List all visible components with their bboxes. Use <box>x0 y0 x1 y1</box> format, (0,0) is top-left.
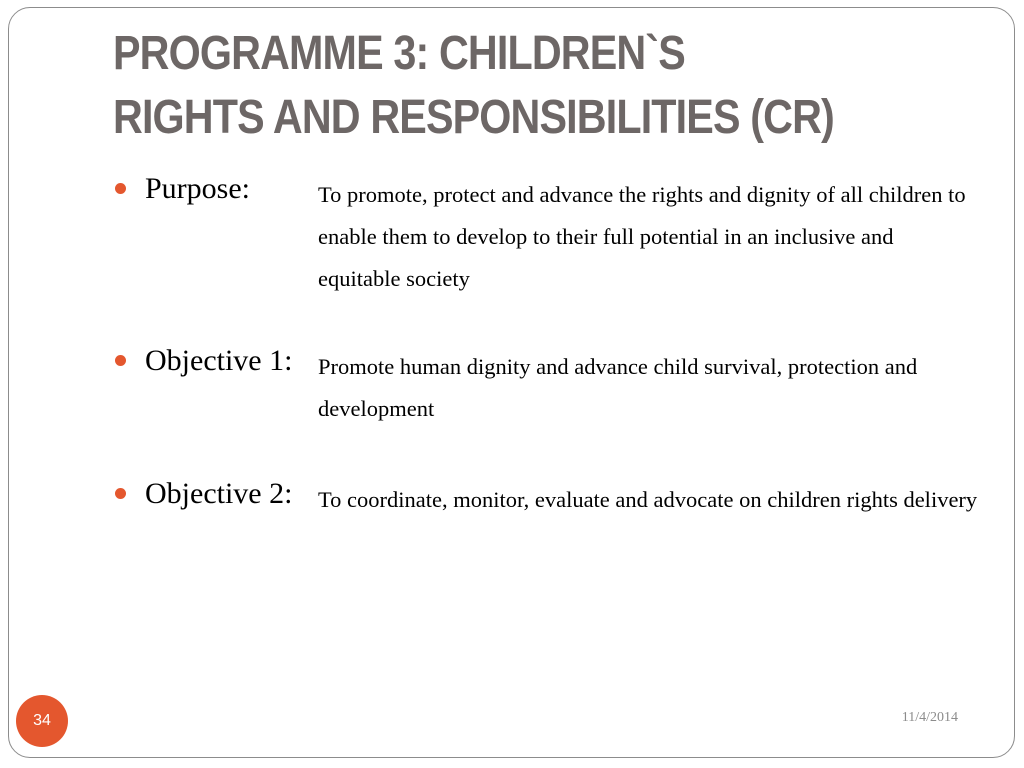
item-description: Promote human dignity and advance child survival, protection and development <box>318 354 918 421</box>
title-line-2: RIGHTS AND RESPONSIBILITIES (CR) <box>113 91 834 144</box>
bullet-dot-icon <box>115 183 126 194</box>
item-description: To coordinate, monitor, evaluate and advocate on children rights delivery <box>318 487 978 512</box>
page-number-badge: 34 <box>16 695 68 747</box>
item-label: Purpose: <box>145 172 250 205</box>
bullet-dot-icon <box>115 488 126 499</box>
title-line-1: PROGRAMME 3: CHILDREN`S <box>113 27 685 80</box>
item-label: Objective 1: <box>145 344 293 377</box>
bullet-dot-icon <box>115 355 126 366</box>
slide-title <box>113 22 870 150</box>
slide-date: 11/4/2014 <box>901 710 958 725</box>
item-label: Objective 2: <box>145 477 293 510</box>
item-description: To promote, protect and advance the rights and dignity of all children to enable them to develop to their full potential in an inclusive and equitable society <box>318 182 966 291</box>
